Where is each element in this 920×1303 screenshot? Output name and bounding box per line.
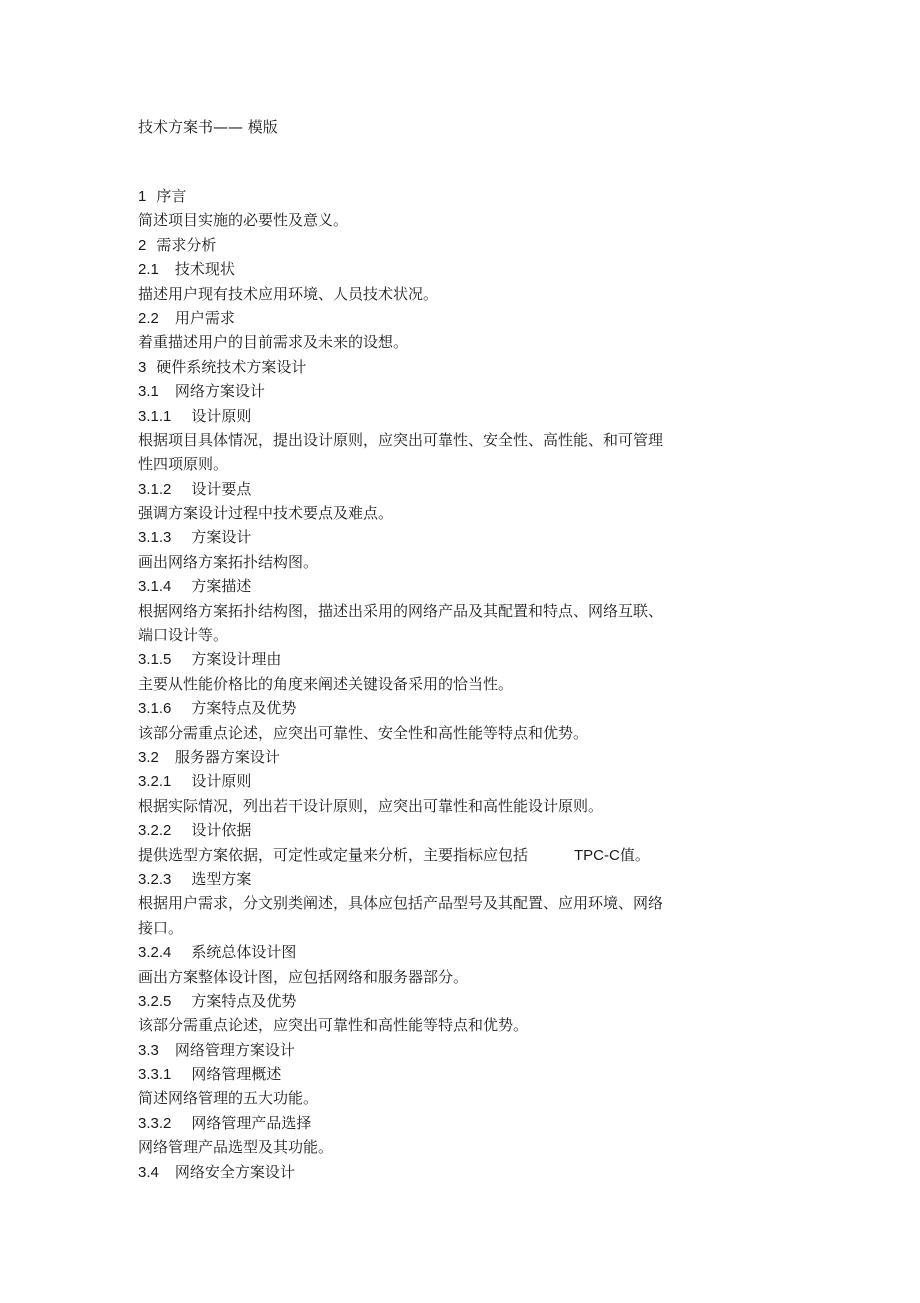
paragraph-tail: 值。 xyxy=(619,845,650,864)
paragraph-continuation: 性四项原则。 xyxy=(138,455,229,474)
section-title: 设计依据 xyxy=(191,821,252,840)
section-heading xyxy=(138,306,798,330)
section-title: 硬件系统技术方案设计 xyxy=(156,357,307,376)
section-number: 2 xyxy=(138,236,147,254)
section-title: 需求分析 xyxy=(156,235,217,254)
section-heading xyxy=(138,233,798,257)
section-number: 3.4 xyxy=(138,1163,159,1181)
section-heading xyxy=(138,1038,798,1062)
paragraph: 画出网络方案拓扑结构图。 xyxy=(138,552,319,571)
section-title: 设计要点 xyxy=(191,479,252,498)
section-title: 网络管理概述 xyxy=(191,1065,282,1084)
section-title: 设计原则 xyxy=(191,406,252,425)
section-title: 网络方案设计 xyxy=(174,382,265,401)
paragraph xyxy=(138,843,798,867)
section-number: 3.2.1 xyxy=(138,773,172,791)
section-title: 方案设计理由 xyxy=(191,650,282,669)
paragraph: 该部分需重点论述，应突出可靠性和高性能等特点和优势。 xyxy=(138,1016,529,1035)
paragraph: 强调方案设计过程中技术要点及难点。 xyxy=(138,504,394,523)
section-heading xyxy=(138,257,798,281)
paragraph: 简述网络管理的五大功能。 xyxy=(138,1089,319,1108)
section-heading xyxy=(138,477,798,501)
section-number: 3.1 xyxy=(138,383,159,401)
section-heading xyxy=(138,574,798,598)
document-body xyxy=(138,184,798,1184)
section-title: 系统总体设计图 xyxy=(191,943,297,962)
section-number: 3.1.2 xyxy=(138,480,172,498)
paragraph: 简述项目实施的必要性及意义。 xyxy=(138,211,349,230)
section-number: 3.3.2 xyxy=(138,1114,172,1132)
section-number: 3.2 xyxy=(138,748,159,766)
paragraph: 该部分需重点论述，应突出可靠性、安全性和高性能等特点和优势。 xyxy=(138,723,589,742)
section-number: 3.1.1 xyxy=(138,407,172,425)
section-heading xyxy=(138,769,798,793)
section-heading xyxy=(138,1111,798,1135)
section-number: 3.2.4 xyxy=(138,944,172,962)
section-heading xyxy=(138,525,798,549)
section-title: 网络管理产品选择 xyxy=(191,1113,312,1132)
section-heading xyxy=(138,940,798,964)
section-number: 3.2.2 xyxy=(138,822,172,840)
section-number: 3.1.5 xyxy=(138,651,172,669)
section-heading xyxy=(138,184,798,208)
paragraph: 描述用户现有技术应用环境、人员技术状况。 xyxy=(138,284,439,303)
paragraph: 主要从性能价格比的角度来阐述关键设备采用的恰当性。 xyxy=(138,674,514,693)
section-heading xyxy=(138,647,798,671)
document-title: 技术方案书—— 模版 xyxy=(138,118,278,136)
section-heading xyxy=(138,379,798,403)
section-heading xyxy=(138,355,798,379)
section-title: 选型方案 xyxy=(191,869,252,888)
section-title: 服务器方案设计 xyxy=(174,747,280,766)
section-heading xyxy=(138,1160,798,1184)
paragraph: 网络管理产品选型及其功能。 xyxy=(138,1138,334,1157)
section-title: 用户需求 xyxy=(174,308,235,327)
section-number: 3.2.3 xyxy=(138,870,172,888)
section-title: 技术现状 xyxy=(174,260,235,279)
section-number: 3.1.6 xyxy=(138,700,172,718)
section-number: 2.1 xyxy=(138,261,159,279)
section-heading xyxy=(138,989,798,1013)
section-heading xyxy=(138,867,798,891)
section-title: 网络安全方案设计 xyxy=(174,1162,295,1181)
paragraph: 根据网络方案拓扑结构图，描述出采用的网络产品及其配置和特点、网络互联、 xyxy=(138,601,664,620)
paragraph-text: 提供选型方案依据，可定性或定量来分析，主要指标应包括 xyxy=(138,845,529,864)
section-number: 2.2 xyxy=(138,309,159,327)
section-title: 序言 xyxy=(156,187,187,205)
paragraph-continuation: 接口。 xyxy=(138,918,184,937)
paragraph-continuation: 端口设计等。 xyxy=(138,626,229,645)
paragraph: 画出方案整体设计图，应包括网络和服务器部分。 xyxy=(138,967,469,986)
section-title: 方案描述 xyxy=(191,577,252,596)
section-number: 3.3 xyxy=(138,1041,159,1059)
section-number: 3.1.3 xyxy=(138,529,172,547)
section-number: 3.3.1 xyxy=(138,1066,172,1084)
section-heading xyxy=(138,745,798,769)
section-heading xyxy=(138,696,798,720)
section-number: 1 xyxy=(138,188,147,205)
section-title: 方案设计 xyxy=(191,528,252,547)
paragraph: 根据用户需求，分文别类阐述，具体应包括产品型号及其配置、应用环境、网络 xyxy=(138,894,664,913)
section-title: 设计原则 xyxy=(191,772,252,791)
section-heading xyxy=(138,404,798,428)
paragraph: 根据项目具体情况，提出设计原则，应突出可靠性、安全性、高性能、和可管理 xyxy=(138,430,664,449)
section-title: 方案特点及优势 xyxy=(191,991,297,1010)
metric-name: TPC-C xyxy=(574,846,620,864)
section-heading xyxy=(138,818,798,842)
section-heading xyxy=(138,1062,798,1086)
section-title: 方案特点及优势 xyxy=(191,699,297,718)
section-number: 3.2.5 xyxy=(138,992,172,1010)
section-number: 3.1.4 xyxy=(138,578,172,596)
section-number: 3 xyxy=(138,358,147,376)
section-title: 网络管理方案设计 xyxy=(174,1040,295,1059)
paragraph: 着重描述用户的目前需求及未来的设想。 xyxy=(138,333,409,352)
paragraph: 根据实际情况，列出若干设计原则，应突出可靠性和高性能设计原则。 xyxy=(138,796,604,815)
